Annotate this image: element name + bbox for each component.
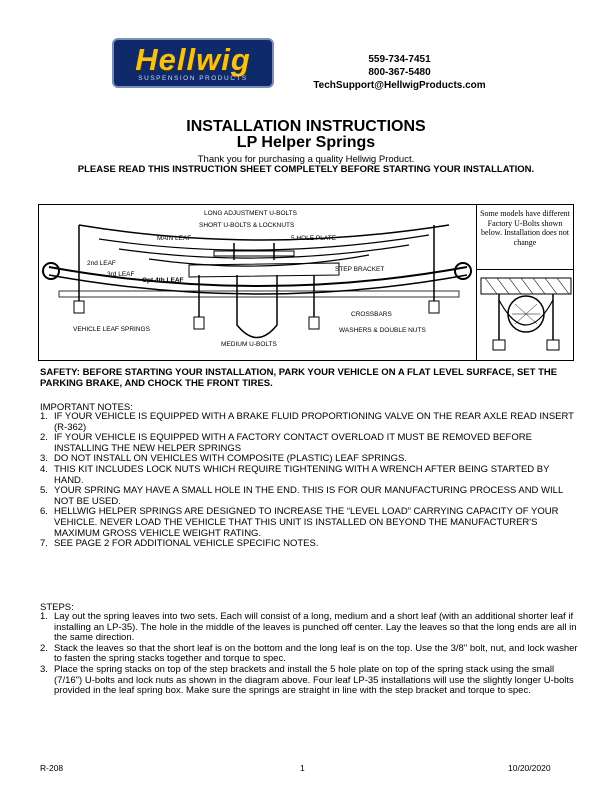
label-opt-fourth-leaf: Opt 4th LEAF (142, 277, 184, 284)
installation-diagram (38, 204, 574, 361)
document-title: INSTALLATION INSTRUCTIONS (186, 118, 426, 135)
steps-list (40, 612, 580, 697)
important-notes-list (40, 412, 580, 550)
logo-wordmark: Hellwig (135, 42, 251, 77)
label-crossbars: CROSSBARS (351, 311, 392, 318)
label-medium-ubolts: MEDIUM U-BOLTS (221, 341, 277, 348)
contact-block (292, 53, 507, 92)
footer-code: R-208 (40, 763, 64, 773)
list-item: 1. IF YOUR VEHICLE IS EQUIPPED WITH A BRAKE FLUID PROPORTIONING VALVE ON THE REAR AXLE READ INSERT (R-362) (40, 411, 574, 433)
list-item: 6. HELLWIG HELPER SPRINGS ARE DESIGNED TO INCREASE THE “LEVEL LOAD” CARRYING CAPACITY OF YOUR VEHICLE. NEVER LOAD THE VEHICLE THAT THIS UNIT IS INSTALLED ON BEYOND THE MANUFACTURER'S MAXIMUM GROSS VEHICLE WEIGHT RATING. (40, 506, 559, 539)
phone-2: 800-367-5480 (368, 67, 431, 78)
label-main-leaf: MAIN LEAF (157, 235, 192, 242)
safety-notice: SAFETY: BEFORE STARTING YOUR INSTALLATION, PARK YOUR VEHICLE ON A FLAT LEVEL SURFACE, SET THE PARKING BRAKE, AND CHOCK THE FRONT TIRES. (40, 367, 558, 389)
label-washers-nuts: WASHERS & DOUBLE NUTS (339, 327, 426, 334)
factory-ubolt-drawing (477, 270, 575, 360)
thank-you-line: Thank you for purchasing a quality Hellwig Product. (197, 154, 415, 165)
list-item: 3. Place the spring stacks on top of the step brackets and install the 5 hole plate on top of the spring stack using the small (7/16") U-bolts and lock nuts as shown in the diagram above. Four leaf LP-35 installations will use the slightly longer U-bolts provided in the leaf spring box. Make sure the springs are straight in line with the step bracket and torque to spec. (40, 663, 574, 697)
side-note: Some models have different Factory U-Bolts shown below. Installation does not change (480, 209, 570, 247)
footer-page-number: 1 (300, 763, 305, 773)
label-vehicle-leaf-springs: VEHICLE LEAF SPRINGS (73, 326, 150, 333)
steps-heading: STEPS: (40, 602, 74, 613)
list-item: 2. IF YOUR VEHICLE IS EQUIPPED WITH A FACTORY CONTACT OVERLOAD IT MUST BE REMOVED BEFORE INSTALLING THE NEW HELPER SPRINGS (40, 432, 532, 454)
phone-1: 559-734-7451 (368, 54, 431, 65)
logo-tagline: SUSPENSION PRODUCTS (138, 75, 248, 82)
label-five-hole-plate: 5 HOLE PLATE (291, 235, 337, 242)
label-long-ubolts: LONG ADJUSTMENT U-BOLTS (204, 210, 297, 217)
list-item: 3. DO NOT INSTALL ON VEHICLES WITH COMPOSITE (PLASTIC) LEAF SPRINGS. (40, 453, 407, 465)
label-third-leaf: 3rd LEAF (107, 271, 135, 278)
list-item: 1. Lay out the spring leaves into two sets. Each will consist of a long, medium and a short leaf (with an additional shorter leaf if installing an LP-35). The hole in the middle of the leaves is punched off center. Lay the leaves so that the long ends are all in the same direction. (40, 611, 577, 644)
important-notes-heading: IMPORTANT NOTES: (40, 402, 133, 413)
list-item: 7. SEE PAGE 2 FOR ADDITIONAL VEHICLE SPECIFIC NOTES. (40, 538, 319, 550)
document-subtitle: LP Helper Springs (236, 134, 376, 151)
footer-date: 10/20/2020 (508, 763, 551, 773)
read-warning: PLEASE READ THIS INSTRUCTION SHEET COMPLETELY BEFORE STARTING YOUR INSTALLATION. (77, 164, 535, 175)
label-second-leaf: 2nd LEAF (87, 260, 116, 267)
hellwig-logo (112, 38, 274, 88)
label-short-ubolts: SHORT U-BOLTS & LOCKNUTS (199, 222, 295, 229)
label-step-bracket: STEP BRACKET (335, 266, 385, 273)
list-item: 2. Stack the leaves so that the short leaf is on the bottom and the long leaf is on the top. Use the 3/8" bolt, nut, and lock washer to fasten the spring stacks together and torque to spec. (40, 642, 578, 665)
list-item: 5. YOUR SPRING MAY HAVE A SMALL HOLE IN THE END. THIS IS FOR OUR MANUFACTURING PROCESS AND WILL NOT BE USED. (40, 485, 563, 507)
list-item: 4. THIS KIT INCLUDES LOCK NUTS WHICH REQUIRE TIGHTENING WITH A WRENCH AFTER BEING STARTED BY HAND. (40, 463, 550, 486)
support-email: TechSupport@HellwigProducts.com (313, 80, 486, 91)
